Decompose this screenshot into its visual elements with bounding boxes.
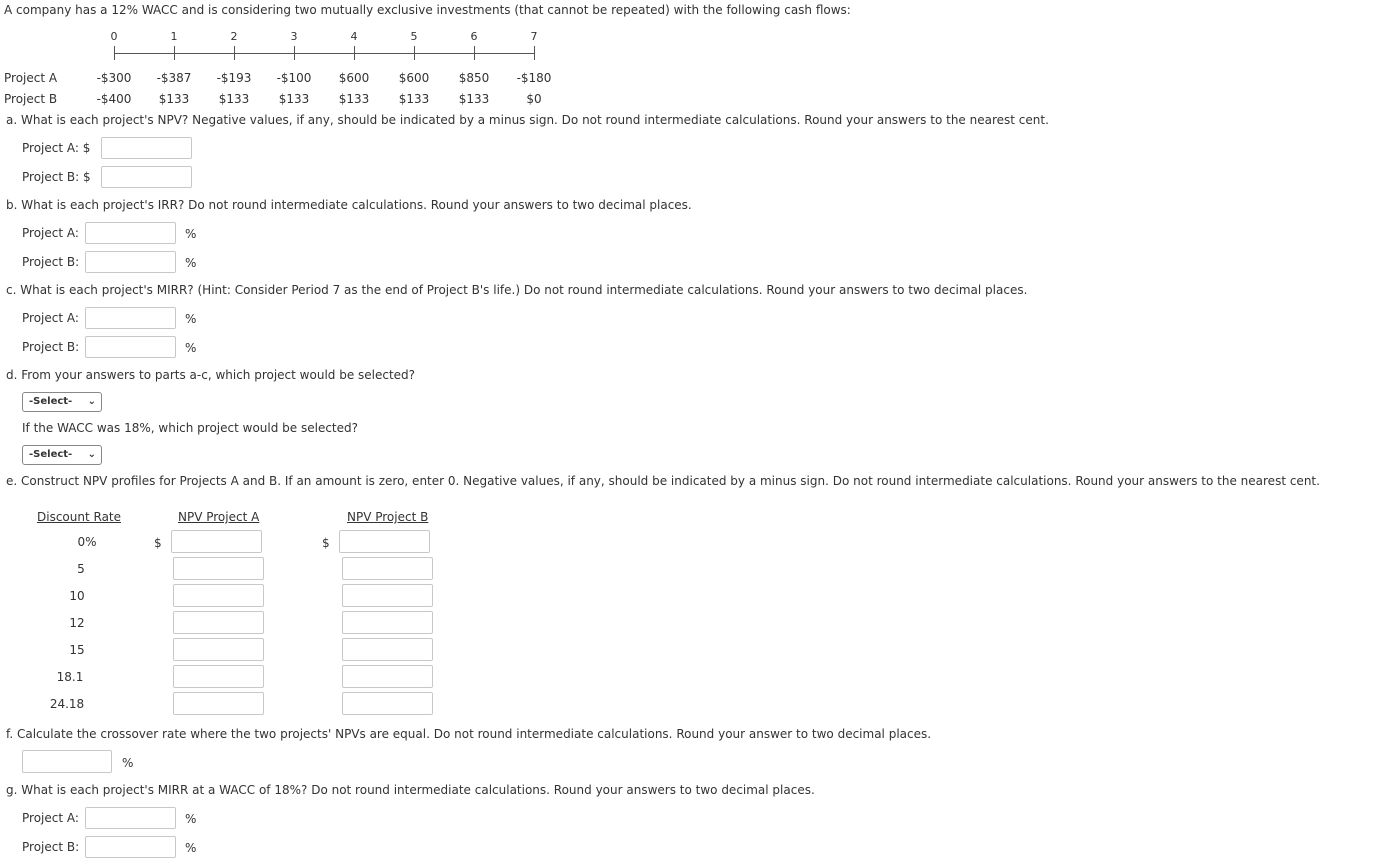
cash-flow: $133 <box>218 92 250 106</box>
cash-flow: -$100 <box>276 71 312 85</box>
header-npv-a: NPV Project A <box>178 510 260 524</box>
question-e-text: e. Construct NPV profiles for Projects A and B. If an amount is zero, enter 0. Negative values, if any, should be indicated by a minus sign. Do not round intermediate calculations. Round your answers to the nearest cent. <box>6 474 1320 488</box>
question-a-text: a. What is each project's NPV? Negative values, if any, should be indicated by a minus sign. Do not round intermediate calculations. Round your answers to the nearest cent. <box>6 113 1049 127</box>
npv-b-profile-input[interactable] <box>342 638 433 661</box>
timeline-tick <box>294 46 295 60</box>
cash-flow: $0 <box>526 92 542 106</box>
npv-b-profile-input[interactable] <box>342 584 433 607</box>
timeline-tick <box>174 46 175 60</box>
percent-unit: % <box>185 227 197 241</box>
discount-rate: 24.18 <box>49 697 85 711</box>
header-discount-rate: Discount Rate <box>37 510 122 524</box>
chevron-down-icon: ⌄ <box>87 449 96 460</box>
project-select-12[interactable] <box>22 392 102 412</box>
cash-flow: $133 <box>278 92 310 106</box>
cash-flow: $133 <box>158 92 190 106</box>
mirr-a-label: Project A: <box>22 311 79 325</box>
npv-a-input[interactable] <box>101 137 192 159</box>
project-a-label: Project A <box>4 71 58 85</box>
mirr18-b-input[interactable] <box>85 836 176 858</box>
timeline-period: 2 <box>230 30 238 43</box>
cash-flow: -$387 <box>156 71 192 85</box>
percent-unit: % <box>185 256 197 270</box>
npv-b-profile-input[interactable] <box>339 530 430 553</box>
timeline-tick <box>354 46 355 60</box>
percent-unit: % <box>185 341 197 355</box>
percent-unit: % <box>185 841 197 855</box>
cash-flow: -$400 <box>96 92 132 106</box>
percent-unit: % <box>185 312 197 326</box>
mirr18-a-input[interactable] <box>85 807 176 829</box>
cash-flow: $133 <box>458 92 490 106</box>
timeline-tick <box>234 46 235 60</box>
npv-b-profile-input[interactable] <box>342 665 433 688</box>
timeline-period: 0 <box>110 30 118 43</box>
chevron-down-icon: ⌄ <box>87 396 96 407</box>
npv-b-profile-input[interactable] <box>342 557 433 580</box>
question-d-sub: If the WACC was 18%, which project would be selected? <box>22 421 358 435</box>
timeline-period: 3 <box>290 30 298 43</box>
question-f-text: f. Calculate the crossover rate where the two projects' NPVs are equal. Do not round intermediate calculations. Round your answer to two decimal places. <box>6 727 932 741</box>
currency-symbol: $ <box>322 536 330 550</box>
timeline-tick <box>414 46 415 60</box>
select-value: -Select- <box>29 396 73 407</box>
question-b-text: b. What is each project's IRR? Do not round intermediate calculations. Round your answers to two decimal places. <box>6 198 692 212</box>
irr-a-label: Project A: <box>22 226 79 240</box>
discount-rate: 5 <box>77 562 85 576</box>
timeline-period: 4 <box>350 30 358 43</box>
npv-a-profile-input[interactable] <box>173 665 264 688</box>
question-d-text: d. From your answers to parts a-c, which project would be selected? <box>6 368 416 382</box>
discount-rate: 12 <box>69 616 85 630</box>
discount-rate: 0% <box>77 535 97 549</box>
npv-a-profile-input[interactable] <box>171 530 262 553</box>
percent-unit: % <box>122 756 134 770</box>
npv-b-input[interactable] <box>101 166 192 188</box>
timeline-period: 1 <box>170 30 178 43</box>
cash-flow: -$300 <box>96 71 132 85</box>
cash-flow: $133 <box>398 92 430 106</box>
intro-text: A company has a 12% WACC and is considering two mutually exclusive investments (that cannot be repeated) with the following cash flows: <box>4 3 851 17</box>
mirr-b-input[interactable] <box>85 336 176 358</box>
npv-a-profile-input[interactable] <box>173 611 264 634</box>
cash-flow: $600 <box>338 71 370 85</box>
crossover-rate-input[interactable] <box>22 750 112 773</box>
npv-a-profile-input[interactable] <box>173 584 264 607</box>
npv-a-profile-input[interactable] <box>173 692 264 715</box>
irr-b-input[interactable] <box>85 251 176 273</box>
mirr-a-input[interactable] <box>85 307 176 329</box>
npv-a-label: Project A: $ <box>22 141 91 155</box>
cash-flow: -$193 <box>216 71 252 85</box>
mirr18-b-label: Project B: <box>22 840 80 854</box>
select-value: -Select- <box>29 449 73 460</box>
timeline-period: 6 <box>470 30 478 43</box>
discount-rate: 10 <box>69 589 85 603</box>
irr-a-input[interactable] <box>85 222 176 244</box>
cash-flow: -$180 <box>516 71 552 85</box>
npv-b-label: Project B: $ <box>22 170 91 184</box>
cash-flow: $850 <box>458 71 490 85</box>
mirr-b-label: Project B: <box>22 340 80 354</box>
discount-rate: 15 <box>69 643 85 657</box>
mirr18-a-label: Project A: <box>22 811 79 825</box>
irr-b-label: Project B: <box>22 255 80 269</box>
npv-a-profile-input[interactable] <box>173 557 264 580</box>
timeline-period: 7 <box>530 30 538 43</box>
timeline-tick <box>114 46 115 60</box>
project-b-label: Project B <box>4 92 58 106</box>
cash-flow: $133 <box>338 92 370 106</box>
timeline-tick <box>474 46 475 60</box>
timeline-period: 5 <box>410 30 418 43</box>
discount-rate: 18.1 <box>56 670 84 684</box>
npv-b-profile-input[interactable] <box>342 611 433 634</box>
question-g-text: g. What is each project's MIRR at a WACC of 18%? Do not round intermediate calculations. Round your answers to two decimal places. <box>6 783 815 797</box>
timeline-tick <box>534 46 535 60</box>
cash-flow: $600 <box>398 71 430 85</box>
npv-b-profile-input[interactable] <box>342 692 433 715</box>
header-npv-b: NPV Project B <box>347 510 429 524</box>
currency-symbol: $ <box>154 536 162 550</box>
project-select-18[interactable] <box>22 445 102 465</box>
npv-a-profile-input[interactable] <box>173 638 264 661</box>
question-c-text: c. What is each project's MIRR? (Hint: Consider Period 7 as the end of Project B's life.) Do not round intermediate calculations. Round your answers to two decimal places. <box>6 283 1028 297</box>
timeline-line <box>114 53 534 54</box>
percent-unit: % <box>185 812 197 826</box>
